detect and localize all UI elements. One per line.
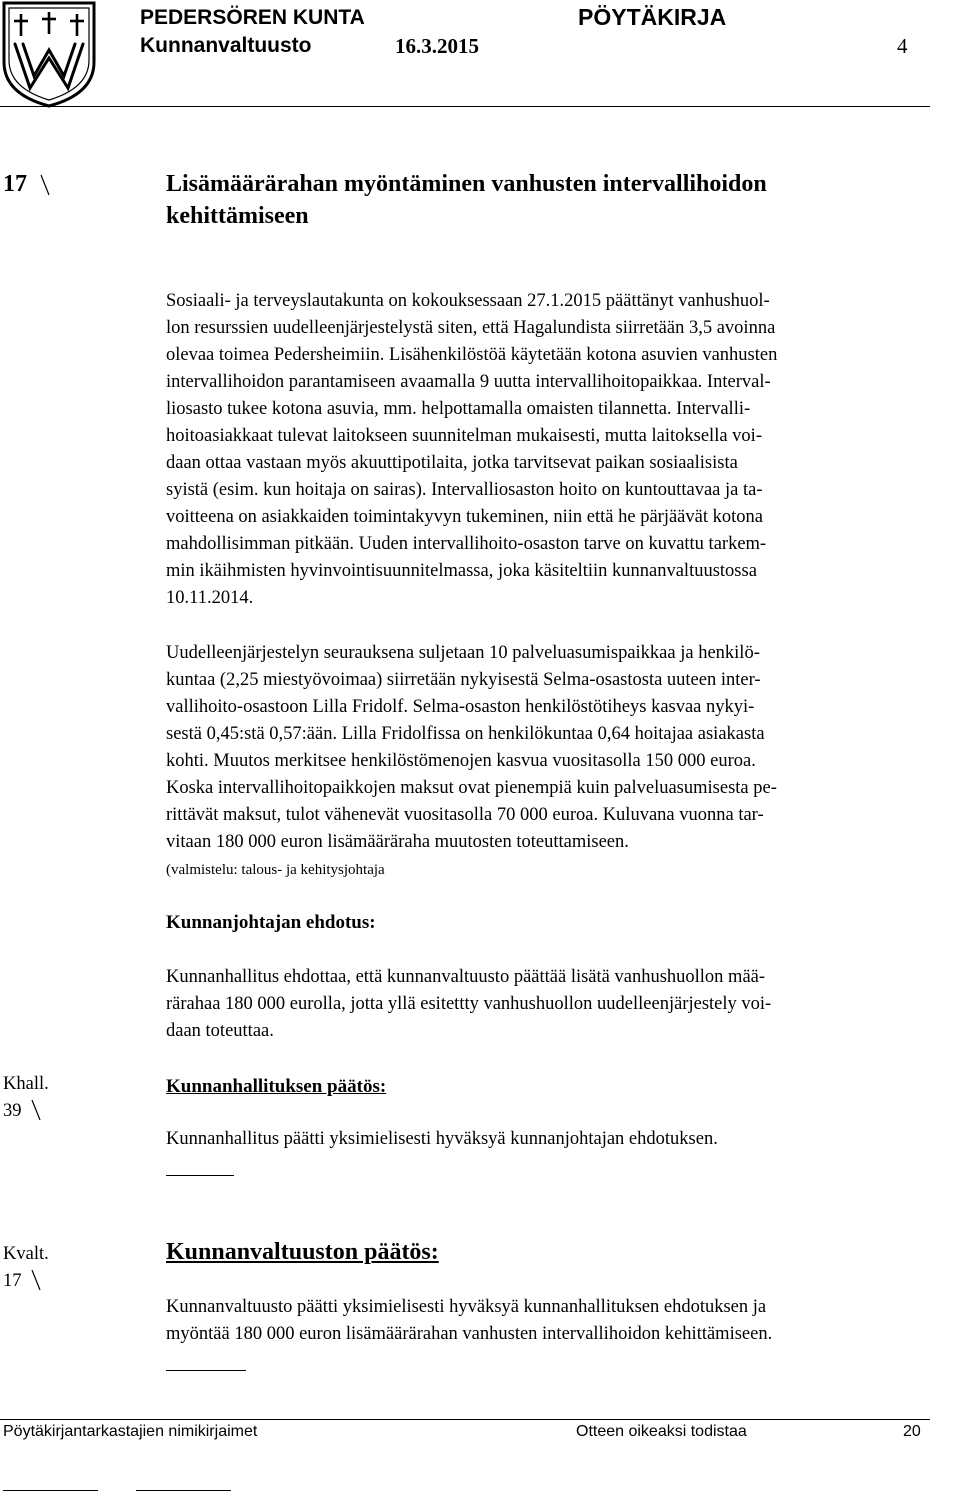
section-mark-icon: [30, 1268, 42, 1292]
short-rule: [166, 1175, 234, 1176]
text-line: min ikäihmisten hyvinvointisuunnitelmassa, joka käsiteltiin kunnanvaltuustossa: [166, 561, 757, 581]
item-title: [166, 168, 767, 232]
text-line: Koska intervallihoitopaikkojen maksut ovat pienempiä kuin palveluasumisesta pe-: [166, 778, 777, 798]
board-ref-number: 39: [3, 1101, 22, 1121]
paragraph-2: [166, 640, 777, 856]
board-decision-heading: Kunnanhallituksen päätös:: [166, 1076, 387, 1097]
text-line: syistä (esim. kun hoitaja on sairas). Intervalliosaston hoito on kuntouttavaa ja ta-: [166, 480, 763, 500]
text-line: olevaa toimea Pedersheimiin. Lisähenkilöstöä käytetään kotona asuvien vanhusten: [166, 345, 778, 365]
text-line: lon resurssien uudelleenjärjestelystä siten, että Hagalundista siirretään 3,5 avoinna: [166, 318, 776, 338]
council-decision-text: [166, 1294, 772, 1348]
meeting-date: 16.3.2015: [395, 34, 479, 58]
coat-of-arms-logo: [0, 0, 98, 108]
board-ref-label: Khall.: [3, 1074, 49, 1094]
text-line: rittävät maksut, tulot vähenevät vuositasolla 70 000 euroa. Kuluvana vuonna tar-: [166, 805, 764, 825]
text-line: sestä 0,45:stä 0,57:ään. Lilla Fridolfissa on henkilökuntaa 0,64 hoitajaa asiakasta: [166, 724, 765, 744]
item-number: 17: [3, 171, 27, 197]
text-line: voitteena on asiakkaiden toimintakyvyn tukeminen, niin että he pärjäävät kotona: [166, 507, 763, 527]
text-line: daan ottaa vastaan myös akuuttipotilaita, jotka tarvitsevat paikan sosiaalisista: [166, 453, 738, 473]
council-decision-heading: Kunnanvaltuuston päätös:: [166, 1239, 439, 1265]
footer-certified-label: Otteen oikeaksi todistaa: [576, 1423, 747, 1440]
text-line: rärahaa 180 000 eurolla, jotta yllä esitettty vanhushuollon uudelleenjärjestely voi-: [166, 994, 772, 1014]
council-ref-number: 17: [3, 1271, 22, 1291]
council-ref-number-line: [3, 1268, 49, 1295]
proposal-text: [166, 964, 771, 1045]
preparer-note: (valmistelu: talous- ja kehitysjohtaja: [166, 862, 385, 878]
signature-line: [3, 1490, 98, 1491]
board-decision-text: Kunnanhallitus päätti yksimielisesti hyväksyä kunnanjohtajan ehdotuksen.: [166, 1129, 718, 1149]
text-line: daan toteuttaa.: [166, 1021, 274, 1041]
text-line: liosasto tukee kotona asuvia, mm. helpottamalla omaisten tilannetta. Intervalli-: [166, 399, 751, 419]
signature-line: [136, 1490, 231, 1491]
council-ref-label: Kvalt.: [3, 1244, 49, 1264]
text-line: kuntaa (2,25 miestyövoimaa) siirretään nykyisestä Selma-osastosta uuteen inter-: [166, 670, 761, 690]
text-line: Uudelleenjärjestelyn seurauksena suljetaan 10 palveluasumispaikkaa ja henkilö-: [166, 643, 760, 663]
meeting-body: Kunnanvaltuusto: [140, 34, 312, 57]
text-line: Sosiaali- ja terveyslautakunta on kokouksessaan 27.1.2015 päättänyt vanhushuol-: [166, 291, 770, 311]
text-line: hoitoasiakkaat tulevat laitokseen suunnitelman mukaisesti, mutta laitoksella voi-: [166, 426, 762, 446]
board-ref-number-line: [3, 1098, 49, 1125]
text-line: myöntää 180 000 euron lisämäärärahan vanhusten intervallihoidon kehittämiseen.: [166, 1324, 773, 1344]
item-number-block: [3, 168, 51, 200]
council-reference: [3, 1241, 49, 1295]
municipality-name: PEDERSÖREN KUNTA: [140, 6, 365, 29]
footer-signatures-label: Pöytäkirjantarkastajien nimikirjaimet: [3, 1423, 258, 1440]
document-type: PÖYTÄKIRJA: [578, 4, 727, 30]
item-title-line: Lisämäärärahan myöntäminen vanhusten intervallihoidon: [166, 171, 767, 197]
text-line: mahdollisimman pitkään. Uuden intervallihoito-osaston tarve on kuvattu tarkem-: [166, 534, 767, 554]
text-line: intervallihoidon parantamiseen avaamalla 9 uutta intervallihoitopaikkaa. Interval-: [166, 372, 771, 392]
text-line: 10.11.2014.: [166, 588, 254, 608]
footer-page-number: 20: [903, 1423, 921, 1440]
text-line: Kunnanhallitus ehdottaa, että kunnanvaltuusto päättää lisätä vanhushuollon mää-: [166, 967, 766, 987]
text-line: vallihoito-osastoon Lilla Fridolf. Selma-osaston henkilöstötiheys kasvaa nykyi-: [166, 697, 755, 717]
footer-rule: [0, 1419, 930, 1420]
page-number: 4: [897, 34, 908, 58]
header-rule: [0, 106, 930, 107]
section-mark-icon: [39, 173, 51, 197]
item-title-line: kehittämiseen: [166, 203, 309, 229]
board-reference: [3, 1071, 49, 1125]
proposal-heading: Kunnanjohtajan ehdotus:: [166, 912, 376, 933]
section-mark-icon: [30, 1098, 42, 1122]
text-line: Kunnanvaltuusto päätti yksimielisesti hyväksyä kunnanhallituksen ehdotuksen ja: [166, 1297, 767, 1317]
short-rule: [166, 1370, 246, 1371]
text-line: kohti. Muutos merkitsee henkilöstömenojen kasvua vuositasolla 150 000 euroa.: [166, 751, 756, 771]
text-line: vitaan 180 000 euron lisämääräraha muutosten toteuttamiseen.: [166, 832, 629, 852]
paragraph-1: [166, 288, 777, 612]
